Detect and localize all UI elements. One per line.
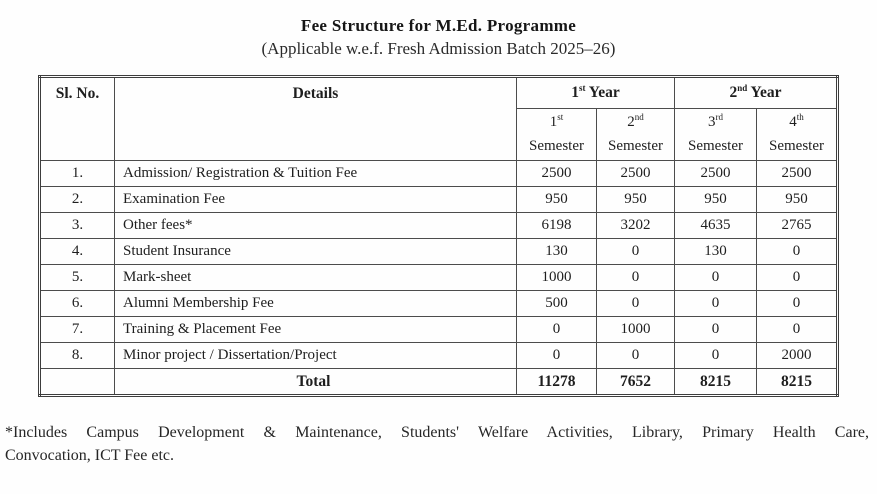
sl-no-cell: 8. xyxy=(40,343,115,369)
fee-value-cell: 500 xyxy=(517,291,597,317)
page-title: Fee Structure for M.Ed. Programme xyxy=(300,16,577,35)
details-cell: Training & Placement Fee xyxy=(115,317,517,343)
column-header-year2: 2nd Year xyxy=(675,77,838,109)
column-header-year1: 1st Year xyxy=(517,77,675,109)
fee-value-cell: 130 xyxy=(675,239,757,265)
footnote-line-1: *Includes Campus Development & Maintenance, Students' Welfare Activities, Library, Primary Health Care, xyxy=(5,424,869,441)
fee-value-cell: 950 xyxy=(517,187,597,213)
fee-value-cell: 950 xyxy=(597,187,675,213)
fee-value-cell: 1000 xyxy=(597,317,675,343)
footnote-line-2: Convocation, ICT Fee etc. xyxy=(5,447,174,465)
fee-value-cell: 0 xyxy=(517,317,597,343)
table-row-minor-project xyxy=(40,343,838,369)
fee-value-cell: 0 xyxy=(757,291,838,317)
table-row-training-placement xyxy=(40,317,838,343)
total-label-cell: Total xyxy=(115,369,517,396)
fee-value-cell: 2500 xyxy=(757,161,838,187)
details-cell: Minor project / Dissertation/Project xyxy=(115,343,517,369)
fee-value-cell: 4635 xyxy=(675,213,757,239)
column-header-semester-1: 1st Semester xyxy=(517,109,597,161)
sl-no-cell: 6. xyxy=(40,291,115,317)
table-row-other-fees xyxy=(40,213,838,239)
sl-no-cell: 7. xyxy=(40,317,115,343)
fee-value-cell: 0 xyxy=(675,343,757,369)
details-cell: Other fees* xyxy=(115,213,517,239)
fee-value-cell: 0 xyxy=(597,265,675,291)
total-value-cell: 8215 xyxy=(757,369,838,396)
table-row-total xyxy=(40,369,838,396)
fee-value-cell: 950 xyxy=(675,187,757,213)
fee-value-cell: 6198 xyxy=(517,213,597,239)
table-row-examination-fee xyxy=(40,187,838,213)
total-value-cell: 11278 xyxy=(517,369,597,396)
fee-value-cell: 0 xyxy=(597,343,675,369)
sl-no-cell: 2. xyxy=(40,187,115,213)
fee-value-cell: 0 xyxy=(597,291,675,317)
details-cell: Alumni Membership Fee xyxy=(115,291,517,317)
fee-value-cell: 0 xyxy=(757,265,838,291)
table-row-mark-sheet xyxy=(40,265,838,291)
sl-no-cell: 5. xyxy=(40,265,115,291)
footnote xyxy=(5,421,869,467)
details-cell: Student Insurance xyxy=(115,239,517,265)
header-row-years xyxy=(40,77,838,109)
fee-value-cell: 0 xyxy=(757,317,838,343)
fee-value-cell: 1000 xyxy=(517,265,597,291)
fee-value-cell: 2000 xyxy=(757,343,838,369)
fee-value-cell: 130 xyxy=(517,239,597,265)
sl-no-cell: 1. xyxy=(40,161,115,187)
details-cell: Admission/ Registration & Tuition Fee xyxy=(115,161,517,187)
column-header-semester-2: 2nd Semester xyxy=(597,109,675,161)
sl-no-cell: 4. xyxy=(40,239,115,265)
table-row-alumni-membership xyxy=(40,291,838,317)
sl-no-cell-empty xyxy=(40,369,115,396)
fee-value-cell: 0 xyxy=(675,265,757,291)
fee-value-cell: 0 xyxy=(675,317,757,343)
total-value-cell: 7652 xyxy=(597,369,675,396)
table-row-admission-fee xyxy=(40,161,838,187)
fee-value-cell: 2500 xyxy=(597,161,675,187)
fee-value-cell: 0 xyxy=(675,291,757,317)
fee-value-cell: 0 xyxy=(597,239,675,265)
fee-structure-table xyxy=(38,75,839,397)
table-row-student-insurance xyxy=(40,239,838,265)
fee-value-cell: 3202 xyxy=(597,213,675,239)
column-header-semester-4: 4th Semester xyxy=(757,109,838,161)
fee-value-cell: 0 xyxy=(517,343,597,369)
fee-value-cell: 2500 xyxy=(517,161,597,187)
column-header-sl-no: Sl. No. xyxy=(40,77,115,161)
details-cell: Examination Fee xyxy=(115,187,517,213)
details-cell: Mark-sheet xyxy=(115,265,517,291)
column-header-semester-3: 3rd Semester xyxy=(675,109,757,161)
page-subtitle: (Applicable w.e.f. Fresh Admission Batch 2025–26) xyxy=(261,39,616,58)
total-value-cell: 8215 xyxy=(675,369,757,396)
fee-value-cell: 0 xyxy=(757,239,838,265)
fee-value-cell: 2765 xyxy=(757,213,838,239)
fee-value-cell: 2500 xyxy=(675,161,757,187)
sl-no-cell: 3. xyxy=(40,213,115,239)
column-header-details: Details xyxy=(115,77,517,161)
fee-value-cell: 950 xyxy=(757,187,838,213)
